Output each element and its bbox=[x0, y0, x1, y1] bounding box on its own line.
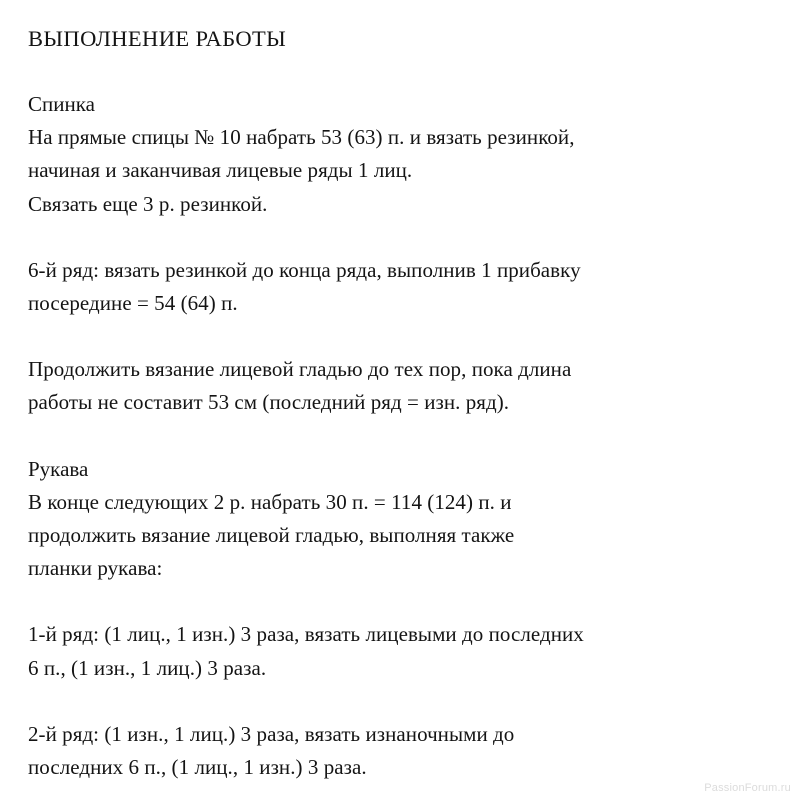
text-line: 6 п., (1 изн., 1 лиц.) 3 раза. bbox=[28, 655, 267, 680]
text-line: работы не составит 53 см (последний ряд = изн. ряд). bbox=[28, 390, 510, 415]
section-heading: Рукава bbox=[28, 456, 89, 481]
section-row-1 bbox=[28, 618, 770, 684]
text-line: последних 6 п., (1 лиц., 1 изн.) 3 раза. bbox=[28, 755, 367, 780]
section-row-2 bbox=[28, 718, 770, 784]
paragraph-spacer bbox=[28, 420, 770, 453]
text-line: 1-й ряд: (1 лиц., 1 изн.) 3 раза, вязать лицевыми до последних bbox=[28, 622, 584, 647]
section-back bbox=[28, 88, 770, 221]
section-continue bbox=[28, 353, 770, 419]
section-heading: Спинка bbox=[28, 92, 95, 116]
text-line: 6-й ряд: вязать резинкой до конца ряда, выполнив 1 прибавку bbox=[28, 257, 581, 282]
text-line: планки рукава: bbox=[28, 556, 163, 581]
text-line: посередине = 54 (64) п. bbox=[28, 291, 238, 316]
text-line: На прямые спицы № 10 набрать 53 (63) п. и вязать резинкой, bbox=[28, 125, 575, 150]
page-title: ВЫПОЛНЕНИЕ РАБОТЫ bbox=[28, 26, 287, 51]
section-sleeves bbox=[28, 453, 770, 586]
paragraph-spacer bbox=[28, 685, 770, 718]
paragraph-spacer bbox=[28, 221, 770, 254]
title-spacer bbox=[28, 55, 770, 88]
text-line: В конце следующих 2 р. набрать 30 п. = 114 (124) п. и bbox=[28, 489, 512, 514]
section-row-6 bbox=[28, 254, 770, 320]
text-line: Связать еще 3 р. резинкой. bbox=[28, 191, 268, 216]
paragraph-spacer bbox=[28, 320, 770, 353]
text-line: Продолжить вязание лицевой гладью до тех пор, пока длина bbox=[28, 357, 572, 382]
text-line: 2-й ряд: (1 изн., 1 лиц.) 3 раза, вязать изнаночными до bbox=[28, 721, 515, 746]
text-line: начиная и заканчивая лицевые ряды 1 лиц. bbox=[28, 158, 413, 183]
text-line: продолжить вязание лицевой гладью, выполняя также bbox=[28, 523, 515, 548]
site-watermark: PassionForum.ru bbox=[704, 782, 791, 794]
paragraph-spacer bbox=[28, 585, 770, 618]
